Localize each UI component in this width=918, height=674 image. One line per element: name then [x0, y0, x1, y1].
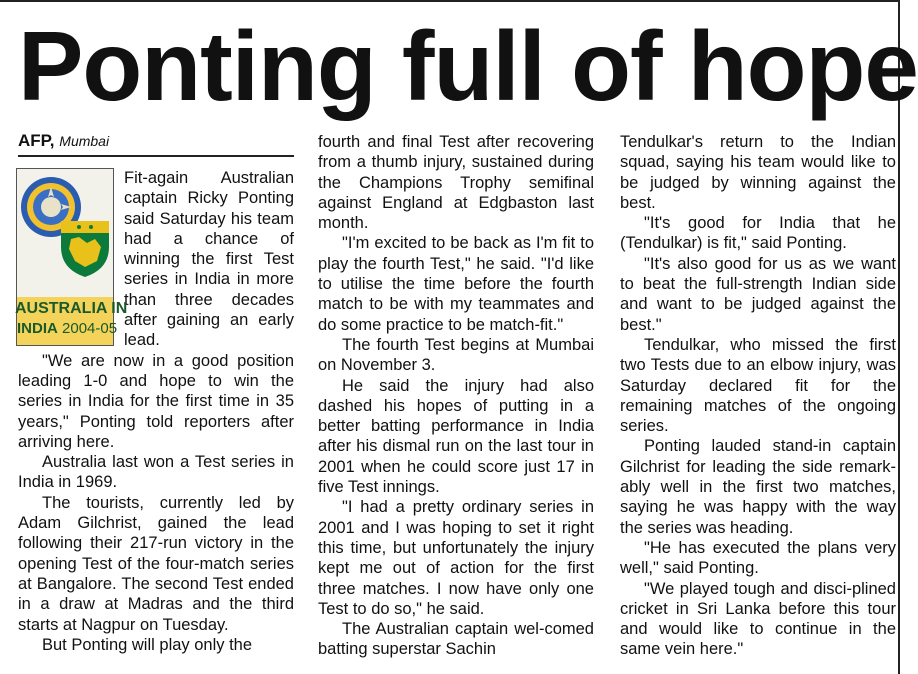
article-paragraph: The Australian captain wel-comed batting superstar Sachin — [318, 620, 594, 659]
article-paragraph: Tendulkar, who missed the first two Tests due to an elbow injury, was Saturday declared fit for the remaining matches of the ongoing series. — [620, 335, 896, 436]
page-border-top — [0, 0, 900, 2]
article-paragraph: Australia last won a Test series in India in 1969. — [18, 453, 294, 492]
article-paragraph: "We played tough and disci-plined cricket in Sri Lanka before this tour and would like to continue in the same vein here." — [620, 579, 896, 659]
article-paragraph: "I had a pretty ordinary series in 2001 and I was hoping to set it right this time, but unfortunately the injury kept me out of action for the first three matches. I now have only one Test to do so," he said. — [318, 498, 594, 618]
series-logo — [15, 168, 128, 346]
article-column-3 — [620, 132, 896, 660]
article-column-2 — [318, 132, 594, 660]
article-paragraph: The tourists, currently led by Adam Gilchrist, gained the lead following their 217-run victory in the opening Test of the four-match series at Bangalore. The second Test ended in a draw at Madras and the third starts at Nagpur on Tuesday. — [18, 493, 294, 634]
headline: Ponting full of hope — [18, 11, 918, 121]
article-paragraph: "I'm excited to be back as I'm fit to play the fourth Test," he said. "I'd like to utilise the time before the fourth match to be with my teammates and do some practice to be match-fit." — [318, 234, 594, 334]
article-paragraph: "He has executed the plans very well," said Ponting. — [620, 538, 896, 578]
logo-line1: AUSTRALIA IN — [15, 300, 128, 317]
article-paragraph: Tendulkar's return to the Indian squad, saying his team would like to be judged by winning against the best. — [620, 133, 896, 212]
article-paragraph: Fit-again Australian captain Ricky Ponting said Saturday his team had a chance of winning the first Test series in India in more than three decades after gaining an early lead. — [124, 169, 294, 350]
article-paragraph: fourth and final Test after recovering from a thumb injury, sustained during the Champions Trophy semifinal against England at Edgbaston last month. — [318, 133, 594, 233]
article-paragraph: The fourth Test begins at Mumbai on November 3. — [318, 335, 594, 375]
logo-country: INDIA — [17, 320, 58, 337]
article-paragraph: Ponting lauded stand-in captain Gilchrist for leading the side remark-ably well in the first two matches, saying he was happy with the way the series was heading. — [620, 437, 896, 537]
article-paragraph: "It's also good for us as we want to beat the full-strength Indian side and want to be judged against the best." — [620, 254, 896, 334]
byline — [18, 131, 290, 151]
logo-years: 2004-05 — [62, 320, 118, 337]
byline-place: Mumbai — [59, 133, 110, 149]
article-paragraph: "It's good for India that he (Tendulkar) is fit," said Ponting. — [620, 214, 896, 253]
article-paragraph: "We are now in a good position leading 1-0 and hope to win the series in India for the first time in 35 years," Ponting told reporters after arriving here. — [18, 351, 294, 451]
cricket-australia-emblem-icon — [57, 217, 113, 279]
article-paragraph: But Ponting will play only the — [42, 635, 253, 654]
byline-agency: AFP, — [18, 131, 55, 150]
logo-line2 — [17, 320, 117, 338]
article-paragraph: He said the injury had also dashed his hopes of putting in a better batting performance in India after his dismal run on the last tour in 2001 when he could score just 17 in five Test innings. — [318, 376, 594, 497]
byline-rule — [18, 155, 294, 157]
article-column-1 — [15, 168, 294, 655]
